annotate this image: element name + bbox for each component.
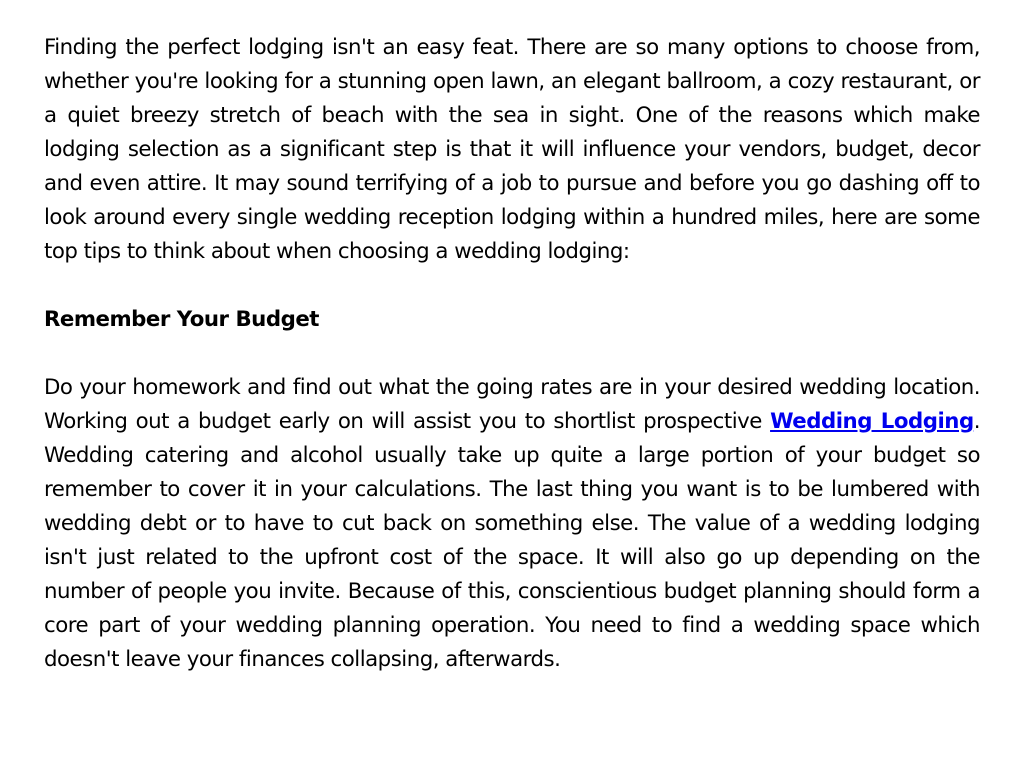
section-heading: Remember Your Budget (44, 307, 319, 332)
wedding-lodging-link[interactable]: Wedding Lodging (770, 409, 974, 434)
budget-paragraph (44, 371, 980, 677)
paragraph-spacer (44, 337, 980, 371)
intro-paragraph: Finding the perfect lodging isn't an easy feat. There are so many options to choose from, whether you're looking for a stunning open lawn, an elegant ballroom, a cozy restaurant, or a quiet breezy stretch of beach with the sea in sight. One of the reasons which make lodging selection as a significant step is that it will influence your vendors, budget, decor and even attire. It may sound terrifying of a job to pursue and before you go dashing off to look around every single wedding reception lodging within a hundred miles, here are some top tips to think about when choosing a wedding lodging: (44, 35, 980, 264)
slide-content (44, 31, 980, 677)
budget-text-after-link: . Wedding catering and alcohol usually take up quite a large portion of your budget so remember to cover it in your calculations. The last thing you want is to be lumbered with wedding debt or to have to cut back on something else. The value of a wedding lodging isn't just related to the upfront cost of the space. It will also go up depending on the number of people you invite. Because of this, conscientious budget planning should form a core part of your wedding planning operation. You need to find a wedding space which doesn't leave your finances collapsing, afterwards. (44, 409, 980, 672)
budget-text-before-link: Do your homework and find out what the going rates are in your desired wedding location. Working out a budget early on will assist you to shortlist prospective (44, 375, 980, 434)
paragraph-spacer (44, 269, 980, 303)
